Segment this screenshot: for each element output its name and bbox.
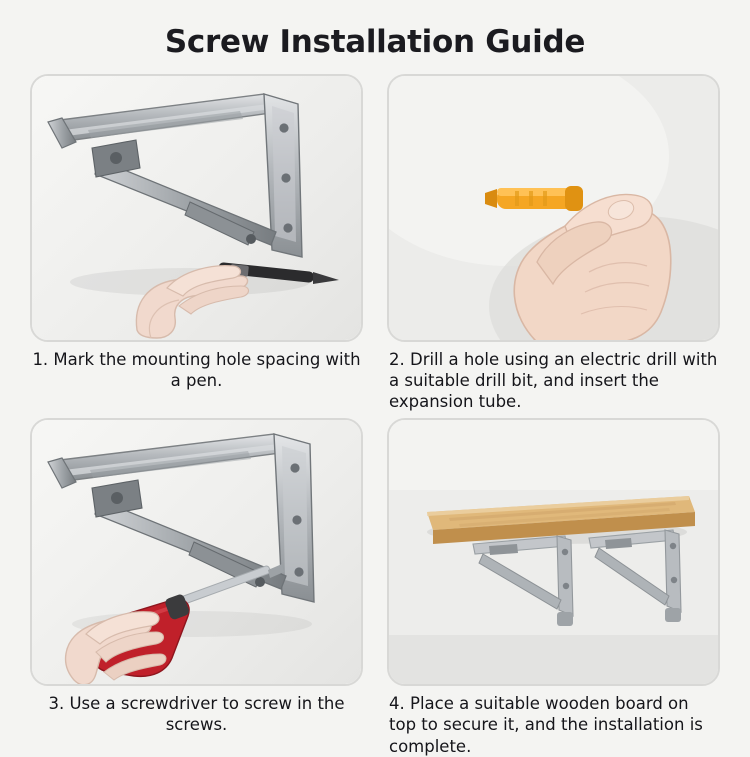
step-4-caption: 4. Place a suitable wooden board on top to secure it, and the installation is complete. [389, 694, 703, 756]
steps-grid [30, 74, 720, 757]
step-card-1 [30, 74, 363, 412]
step-1-image [30, 74, 363, 342]
step-4-image [387, 418, 720, 686]
hand-with-expansion-tube-illustration [389, 76, 719, 342]
step-1-caption: 1. Mark the mounting hole spacing with a pen. [32, 350, 361, 391]
step-2-caption: 2. Drill a hole using an electric drill with a suitable drill bit, and insert the expansion tube. [389, 350, 718, 412]
step-3-image [30, 418, 363, 686]
step-3-caption: 3. Use a screwdriver to screw in the screws. [48, 694, 345, 735]
step-card-2 [387, 74, 720, 412]
page-title: Screw Installation Guide [164, 24, 586, 60]
hand-with-screwdriver-illustration [52, 560, 312, 686]
finished-shelf-illustration [389, 420, 719, 686]
step-card-3 [30, 418, 363, 756]
step-card-4 [387, 418, 720, 756]
hand-with-pen-illustration [127, 226, 357, 342]
step-2-image [387, 74, 720, 342]
